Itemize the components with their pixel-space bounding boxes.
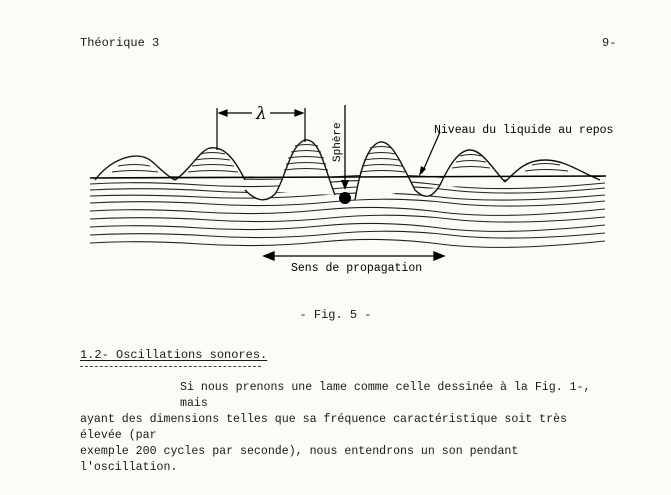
sphere-arrow-head xyxy=(341,180,349,190)
running-header: Théorique 3 xyxy=(80,36,160,50)
figure-caption: - Fig. 5 - xyxy=(299,308,372,322)
direction-label: Sens de propagation xyxy=(291,262,423,275)
paragraph-line: Si nous prenons une lame comme celle dessinée à la Fig. 1-, mais xyxy=(180,381,591,410)
paragraph-line: exemple 200 cycles par seconde), nous entendrons un son pendant l'oscillation. xyxy=(80,445,519,474)
section-heading: 1.2- Oscillations sonores. xyxy=(80,348,268,362)
sphere-mark xyxy=(339,192,351,204)
level-label: Niveau du liquide au repos xyxy=(434,124,614,137)
level-leader xyxy=(422,132,440,173)
wave-crests xyxy=(95,140,600,200)
page-number: 9- xyxy=(602,36,617,50)
body-paragraph xyxy=(80,380,600,476)
wavelength-label: λ xyxy=(256,104,267,124)
paragraph-line: ayant des dimensions telles que sa fréquence caractéristique soit très élevée (par xyxy=(80,413,568,442)
propagation-arrow xyxy=(264,252,444,260)
sphere-label: Sphère xyxy=(332,122,344,162)
wave-strata xyxy=(90,175,605,247)
